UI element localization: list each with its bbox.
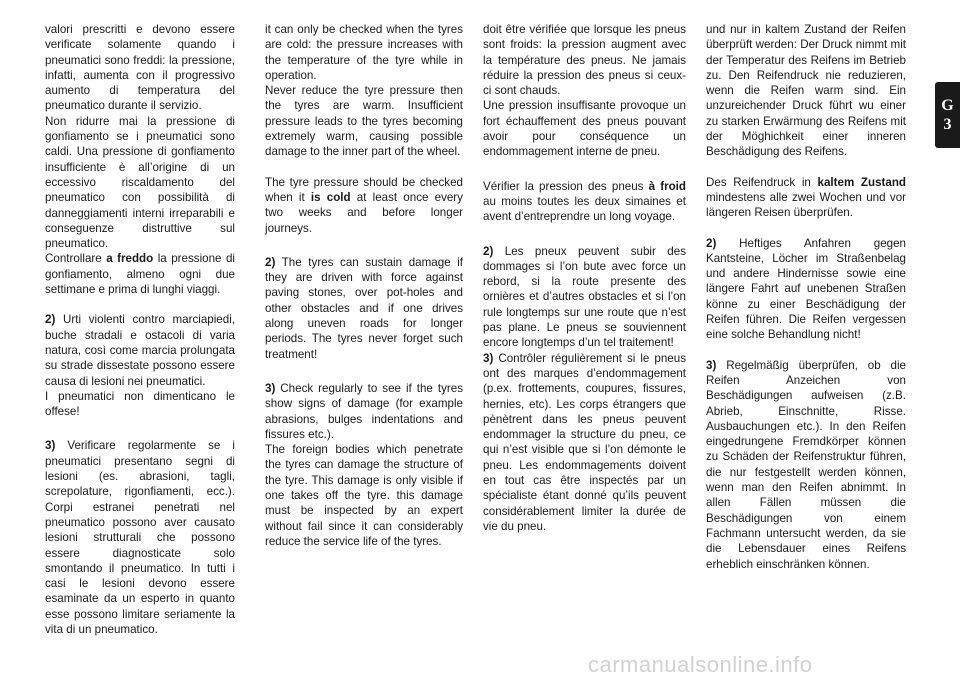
de-intro: und nur in kaltem Zustand der Reifen überprüft werden: Der Druck nimmt mit der Temperatur des Reifens im Betrieb zu. Den Reifendruck nie reduzieren, wenn die Reifen warm sind. Ein unzureichender Druck führt wu einer zu starken Erwärmung des Reifens mit der Möghichkeit einer inneren Beschädigung des Reifens. [706,23,906,159]
de-point-3-text: Regelmäßig überprüfen, ob die Reifen Anzeichen von Beschädigungen aufweisen (z.B. Abrieb, Einschnitte, Risse. Ausbauchungen etc.). In den Reifen eingedrungene Fremdkörper können zu Schäden der Reifenstruktur führen, die nur festgestellt werden können, wenn man den Reifen abnimmt. In allen Fällen müssen die Beschädigungen von einem Fachmann untersucht werden, da sie die Lebensdauer eines Reifens erheblich einschränken können. [706,358,906,571]
spacer [706,221,906,236]
en-point-2-number: 2) [265,255,276,269]
spacer [265,160,463,175]
fr-point-2-number: 2) [483,244,494,258]
de-point-2 [706,236,906,343]
section-tab-number: 3 [943,116,952,133]
it-point-2-warning: I pneumatici non dimenticano le offese! [45,389,235,419]
it-check-post: la pressione di gonfiamento, almeno ogni due settimane e prima di lunghi viaggi. [45,252,235,297]
fr-point-2 [483,244,686,351]
column-german [706,22,906,572]
spacer [706,343,906,358]
spacer [265,362,463,381]
de-check-pre: Des Reifendruck in [706,175,818,189]
column-english [265,22,463,549]
en-point-3-text: Check regularly to see if the tyres show signs of damage (for example abrasions, bulges indentations and fissures etc.). [265,381,463,441]
fr-point-3-text: Contrôler régulièrement si le pneus ont des marques d’endommagement (p.ex. frottements, coupures, fissures, hernies, etc). Les corps étrangers que pènètrent dans les pneus peuvent endommager la structure du pneu, ce qui n’est visible que si l’on démonte le pneu. Les endommagements doivent en tout cas être inspectés par un spécialiste étant donné qu’ils peuvent considérablement limiter la durée de vie du pneu. [483,351,686,533]
en-point-2-text: The tyres can sustain damage if they are driven with force against paving stones, over pot-holes and other obstacles and if one drives along uneven roads for longer periods. The tyres never forget such treatment! [265,255,463,361]
fr-check-cold [483,179,686,225]
en-check-post: at least once every two weeks and before longer journeys. [265,190,463,235]
it-check-pre: Controllare [45,252,107,266]
it-point-2-text: Urti violenti contro marciapiedi, buche stradali e ostacoli di varia natura, così come marcia prolungata su strade dissestate possono essere causa di lesioni nei pneumatici. [45,313,235,388]
en-point-3-foreign: The foreign bodies which penetrate the tyres can damage the structure of the tyre. This damage is only visible if one takes off the tyre. this damage must be inspected by an expert without fail since it can considerably reduce the service life of the tyres. [265,443,463,548]
section-tab [935,82,960,148]
en-point-2 [265,255,463,362]
it-point-3-text: Verificare regolarmente se i pneumatici presentano segni di lesioni (es. abrasioni, tagli, screpolature, rigonfiamenti, ecc.). Corpi estranei penetrati nel pneumatico possono aver causato lesioni strutturali che possono essere diagnosticate solo smontando il pneumatico. In tutti i casi le lesioni devono essere esaminate da un esperto in quanto esse possono limitare seriamente la vita di un pneumatico. [45,439,235,636]
de-point-2-number: 2) [706,236,717,250]
it-point-3 [45,438,235,637]
fr-point-2-text: Les pneux peuvent subir des dommages si l’on bute avec force un rebord, si la route presente des ornières et d’autres obstacles et si l’on rule longtemps sur une route que n’est pas plane. Le pneus se souviennent encore longtemps d’un tel traitement! [483,244,686,350]
spacer [45,419,235,438]
de-check-bold: kaltem Zustand [817,175,907,189]
it-point-2 [45,312,235,388]
fr-check-pre: Vérifier la pression des pneus [483,179,649,193]
spacer [45,297,235,312]
fr-intro: doit être vérifiée que lorsque les pneus sont froids: la pression augment avec la température des pneus. Ne jamais réduire la pression des pneus si ceux-ci sont chauds. [483,23,686,98]
de-check-cold [706,175,906,221]
spacer [706,160,906,175]
en-point-3 [265,381,463,442]
watermark: carmanualsonline.info [588,652,813,677]
de-check-post: mindestens alle zwei Wochen und vor längeren Reisen überprüfen. [706,190,906,220]
en-point-3-number: 3) [265,381,276,395]
it-point-2-number: 2) [45,313,56,327]
de-point-2-text: Heftiges Anfahren gegen Kantsteine, Löcher im Straßenbelag und andere Hindernisse sowie eine längere Fahrt auf unebenen Straßen könne zu einer Beschädigung der Reifen führen. Die Reifen vergessen eine solche Behandlung nicht! [706,236,906,342]
de-point-3 [706,358,906,572]
it-never-reduce: Non ridurre mai la pressione di gonfiamento se i pneumatici sono caldi. Una pressione di gonfiamento insufficiente è all’origine di un eccessivo riscaldamento del pneumatico con possibilità di danneggiamenti interni irreparabili e conseguenze distruttive sul pneumatico. [45,114,235,251]
section-tab-letter: G [941,97,954,114]
en-check-bold: is cold [310,190,351,204]
fr-point-3 [483,351,686,535]
spacer [483,225,686,244]
column-french [483,22,686,534]
en-check-pre: The tyre pressure should be checked when it [265,175,463,204]
de-point-3-number: 3) [706,358,717,372]
en-check-cold [265,175,463,236]
it-intro: valori prescritti e devono essere verificate solamente quando i pneumatici sono freddi: la pressione, infatti, aumenta con il progressivo aumento di temperatura del pneumatico durante il servizio. [45,23,235,113]
it-check-bold: a freddo [106,252,154,266]
fr-check-bold: à froid [648,179,686,193]
en-never-reduce: Never reduce the tyre pressure then the tyres are warm. Insufficient pressure leads to the tyres becoming extremely warm, causing possible damage to the inner part of the wheel. [265,84,463,159]
it-point-3-number: 3) [45,439,56,453]
fr-insufficient: Une pression insuffisante provoque un fort échauffement des pneus pouvant avoir pour conséquence un endommagement interne de pneu. [483,99,686,159]
spacer [483,160,686,179]
column-italian [45,22,235,637]
it-check-cold [45,251,235,297]
fr-check-post: au moins toutes les deux simaines et avent d’entreprendre un long voyage. [483,194,686,224]
en-intro: it can only be checked when the tyres are cold: the pressure increases with the temperature of the tyre while in operation. [265,23,463,82]
spacer [265,236,463,255]
fr-point-3-number: 3) [483,351,494,365]
